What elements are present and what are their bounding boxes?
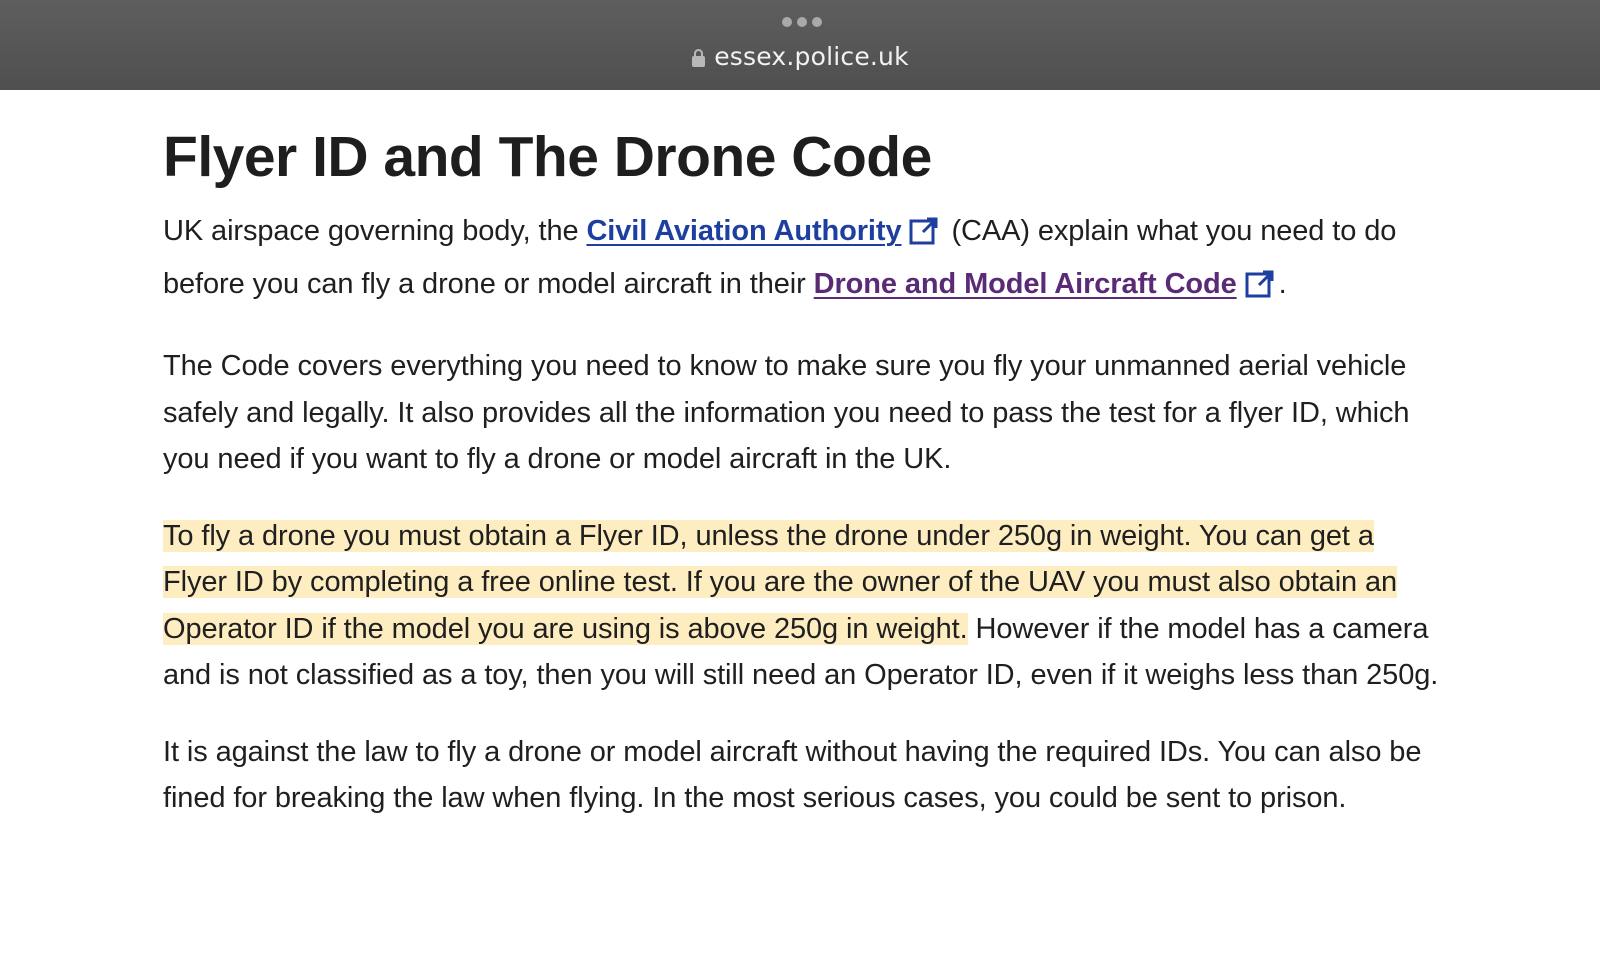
- article-content: [163, 90, 1441, 822]
- paragraph-law: It is against the law to fly a drone or model aircraft without having the required IDs. You can also be fined for breaking the law when flying. In the most serious cases, you could be sent to prison.: [163, 735, 1422, 814]
- civil-aviation-authority-link[interactable]: Civil Aviation Authority: [586, 215, 902, 247]
- browser-address-bar: [0, 0, 1600, 90]
- page-title: Flyer ID and The Drone Code: [163, 125, 932, 189]
- highlighted-text: To fly a drone you must obtain a Flyer ID, unless the drone under 250g in weight. You can get a Flyer ID by completing a free online test. If you are the owner of the UAV you must also obtain an Operator ID if the model you are using is above 250g in weight.: [163, 519, 1398, 645]
- drone-code-link[interactable]: Drone and Model Aircraft Code: [813, 267, 1237, 300]
- paragraph-code: The Code covers everything you need to know to make sure you fly your unmanned aerial vehicle safely and legally. It also provides all the information you need to pass the test for a flyer ID, which you need if you want to fly a drone or model aircraft in the UK.: [163, 350, 1410, 475]
- paragraph-flyer-id-rest: However if the model has a camera and is not classified as a toy, then you will still need an Operator ID, even if it weighs less than 250g.: [163, 612, 1439, 691]
- more-dots-icon[interactable]: [782, 17, 822, 27]
- intro-text-end: .: [1278, 267, 1287, 300]
- url-text: essex.police.uk: [714, 42, 909, 71]
- paragraph-flyer-id: [163, 513, 1441, 699]
- url-display[interactable]: [0, 42, 1600, 73]
- intro-text-middle: (CAA) explain what you need to do before you can fly a drone or model aircraft in their: [163, 215, 1397, 300]
- intro-text-start: UK airspace governing body, the: [163, 215, 587, 247]
- external-link-icon: [909, 214, 939, 261]
- lock-icon: [691, 44, 706, 73]
- external-link-icon: [1245, 267, 1275, 314]
- paragraph-intro: [163, 208, 1441, 313]
